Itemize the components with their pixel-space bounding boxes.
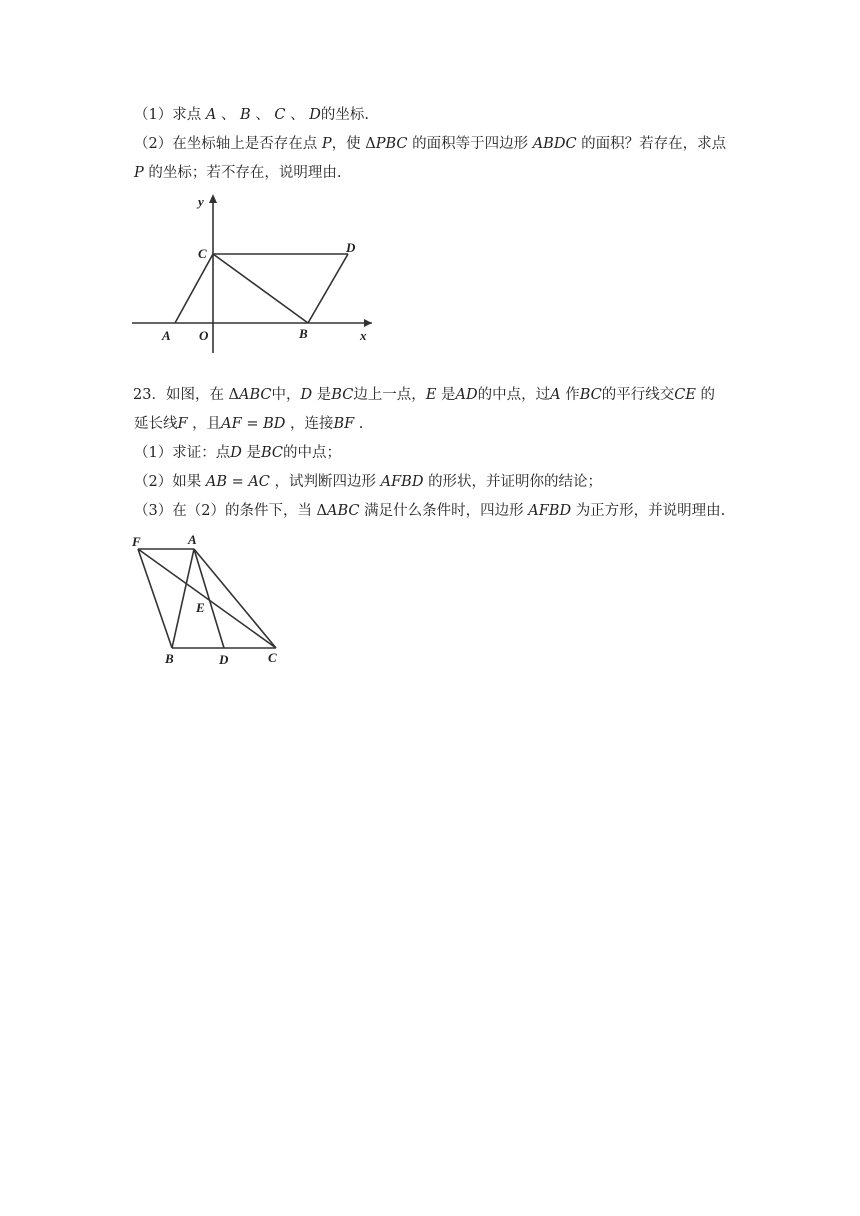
q23-line4 [134,473,602,491]
text: ，试判断四边形 [274,474,377,490]
text: （3）在（2）的条件下，当 Δ [134,503,328,519]
var-CE: CE [674,387,696,403]
label-A: A [188,532,197,547]
q23-line3 [134,444,341,462]
var-P: P [321,136,332,152]
var-F: F [177,416,188,432]
var-D: D [309,107,321,123]
label-B: B [165,651,174,666]
var-A: A [550,387,561,403]
var-ABDC: ABDC [532,136,577,152]
var-PBC: PBC [375,136,408,152]
text: 中， [271,387,301,403]
text: 、 [220,107,236,123]
label-y: y [198,194,204,209]
label-F: F [132,534,141,549]
q22-part2-line2 [134,164,341,182]
var-C: C [274,107,286,123]
var-AFBD: AFBD [528,503,572,519]
var-AFBD: AFBD [380,474,424,490]
text: （1）求点 [134,107,202,123]
var-BC: BC [579,387,602,403]
label-C: C [198,246,207,261]
text: 延长线 [134,416,178,432]
label-D: D [219,652,229,667]
q22-part2-line1 [134,135,726,153]
equation-AB-AC: AB = AC [205,474,270,490]
segment-AB [172,549,194,648]
text: ，且 [192,416,222,432]
var-P: P [134,165,144,181]
q22-figure [128,190,388,355]
text: 满足什么条件时，四边形 [364,503,524,519]
text: 的面积等于四边形 [412,136,529,152]
q23-line1 [133,386,715,404]
var-B: B [240,107,251,123]
text: ，连接 [289,416,334,432]
text: 为正方形，并说明理由. [575,503,726,519]
segment-DB [308,254,348,323]
label-O: O [199,328,209,343]
text: . [358,416,364,432]
text: 作 [565,387,580,403]
y-axis-arrow [209,194,217,203]
text: 、 [290,107,305,123]
var-BC: BC [260,445,284,461]
label-C: C [268,650,277,665]
var-E: E [425,387,437,403]
text: 边上一点， [353,387,426,403]
var-ABC: ABC [327,503,360,519]
segment-FB [138,549,172,648]
text: ，使 Δ [331,136,376,152]
segment-CB [213,254,308,323]
text: 是 [316,387,332,403]
text: 的坐标；若不存在，说明理由. [148,165,342,181]
text: （2）如果 [134,474,202,490]
var-A: A [205,107,217,123]
text: 的平行线交 [601,387,675,403]
var-BC: BC [331,387,354,403]
q23-line2 [134,415,363,433]
var-ABC: ABC [239,387,272,403]
text: 23．如图，在 Δ [133,387,240,403]
label-E: E [196,600,205,615]
segment-AC [175,254,213,323]
var-BF: BF [333,416,355,432]
q22-part1 [134,106,369,124]
text: 的中点； [283,445,342,461]
label-B: B [299,326,308,341]
var-D: D [300,387,313,403]
label-x: x [360,328,367,343]
label-D: D [346,240,356,255]
text: （2）在坐标轴上是否存在点 [134,136,318,152]
text: 的面积？若存在，求点 [581,136,727,152]
text: 、 [255,107,270,123]
text: 的中点，过 [477,387,551,403]
text: （1）求证：点 [134,445,231,461]
var-D: D [230,445,242,461]
q23-figure [128,530,288,675]
q23-line5 [134,502,725,520]
text: 是 [441,387,456,403]
label-A: A [162,328,171,343]
text: 的 [700,387,716,403]
text: 的形状，并证明你的结论； [428,474,603,490]
var-AD: AD [455,387,478,403]
text: 的坐标. [320,107,369,123]
x-axis-arrow [364,319,372,327]
equation-AF-BD: AF = BD [221,416,286,432]
text: 是 [246,445,261,461]
segment-AD [194,549,224,648]
